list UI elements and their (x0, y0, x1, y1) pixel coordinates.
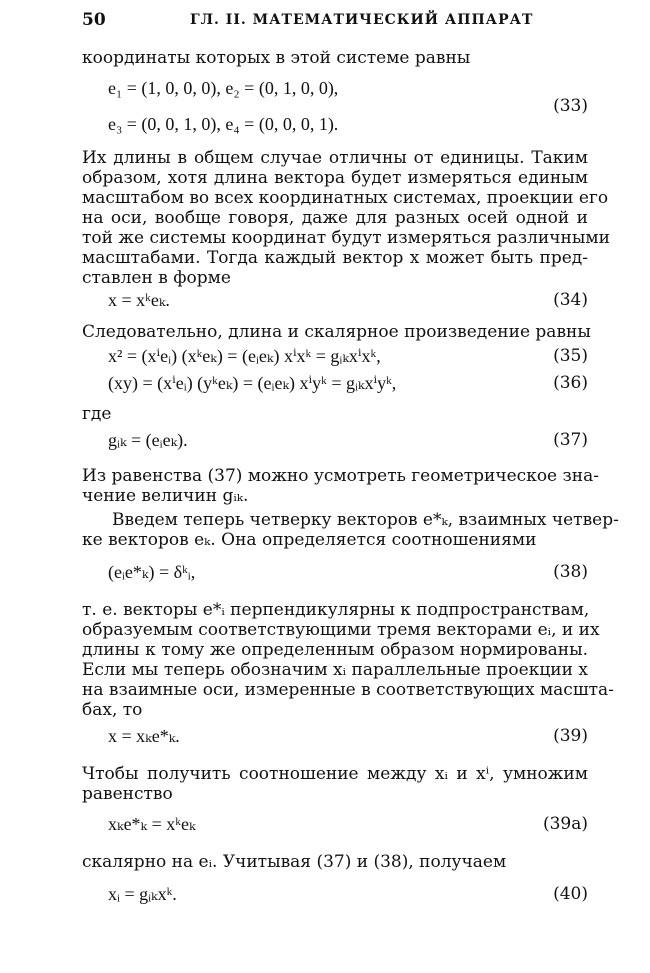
paragraph-line: Чтобы получить соотношение между xᵢ и xⁱ, умножим (82, 764, 588, 784)
paragraph-line: масштабом во всех координатных системах, проекции его (82, 188, 609, 208)
equation-number-35: (35) (553, 346, 588, 366)
equation-35: x² = (xⁱeᵢ) (xᵏeₖ) = (eᵢeₖ) xⁱxᵏ = gᵢₖxⁱxᵏ, (108, 346, 381, 366)
paragraph-line: чение величин gᵢₖ. (82, 486, 249, 506)
paragraph-line: на оси, вообще говоря, даже для разных осей одной и (82, 208, 588, 228)
paragraph-line: равенство (82, 784, 173, 804)
paragraph-line: ставлен в форме (82, 268, 231, 288)
equation-number-39: (39) (553, 726, 588, 746)
paragraph-line: ке векторов eₖ. Она определяется соотношениями (82, 530, 537, 550)
equation-number-39a: (39a) (542, 814, 588, 834)
paragraph-line: т. е. векторы e*ᵢ перпендикулярны к подпространствам, (82, 600, 590, 620)
equation-39a: xₖe*ₖ = xᵏeₖ (108, 814, 196, 834)
running-title: ГЛ. II. МАТЕМАТИЧЕСКИЙ АППАРАТ (190, 12, 534, 28)
equation-number-40: (40) (553, 884, 588, 904)
equation-38: (eᵢe*ₖ) = δᵏᵢ, (108, 562, 196, 582)
paragraph-line: Из равенства (37) можно усмотреть геометрическое зна- (82, 466, 600, 486)
text-line: где (82, 404, 112, 424)
paragraph-line: той же системы координат будут измеряться различными (82, 228, 610, 248)
equation-number-37: (37) (553, 430, 588, 450)
paragraph-line: бах, то (82, 700, 143, 720)
page-number: 50 (82, 10, 106, 30)
text-line: координаты которых в этой системе равны (82, 48, 471, 68)
paragraph-line: Введем теперь четверку векторов e*ₖ, взаимных четвер- (112, 510, 619, 530)
equation-39: x = xₖe*ₖ. (108, 726, 180, 746)
equation-33a: e₁ = (1, 0, 0, 0), e₂ = (0, 1, 0, 0), (108, 78, 339, 98)
paragraph-line: масштабами. Тогда каждый вектор x может быть пред- (82, 248, 588, 268)
paragraph-line: Их длины в общем случае отличны от единицы. Таким (82, 148, 588, 168)
equation-37: gᵢₖ = (eᵢeₖ). (108, 430, 188, 450)
paragraph-line: Следовательно, длина и скалярное произведение равны (82, 322, 591, 342)
equation-34: x = xᵏeₖ. (108, 290, 170, 310)
equation-number-33: (33) (553, 96, 588, 116)
paragraph-line: скалярно на eᵢ. Учитывая (37) и (38), получаем (82, 852, 507, 872)
equation-33b: e₃ = (0, 0, 1, 0), e₄ = (0, 0, 0, 1). (108, 114, 339, 134)
paragraph-line: образуемым соответствующими тремя векторами eᵢ, и их (82, 620, 600, 640)
paragraph-line: на взаимные оси, измеренные в соответствующих масшта- (82, 680, 614, 700)
equation-36: (xy) = (xⁱeᵢ) (yᵏeₖ) = (eᵢeₖ) xⁱyᵏ = gᵢₖxⁱyᵏ, (108, 373, 397, 393)
paragraph-line: длины к тому же определенным образом нормированы. (82, 640, 588, 660)
equation-number-34: (34) (553, 290, 588, 310)
equation-number-36: (36) (553, 373, 588, 393)
equation-40: xᵢ = gᵢₖxᵏ. (108, 884, 177, 904)
equation-number-38: (38) (553, 562, 588, 582)
paragraph-line: образом, хотя длина вектора будет измеряться единым (82, 168, 588, 188)
paragraph-line: Если мы теперь обозначим xᵢ параллельные проекции x (82, 660, 588, 680)
